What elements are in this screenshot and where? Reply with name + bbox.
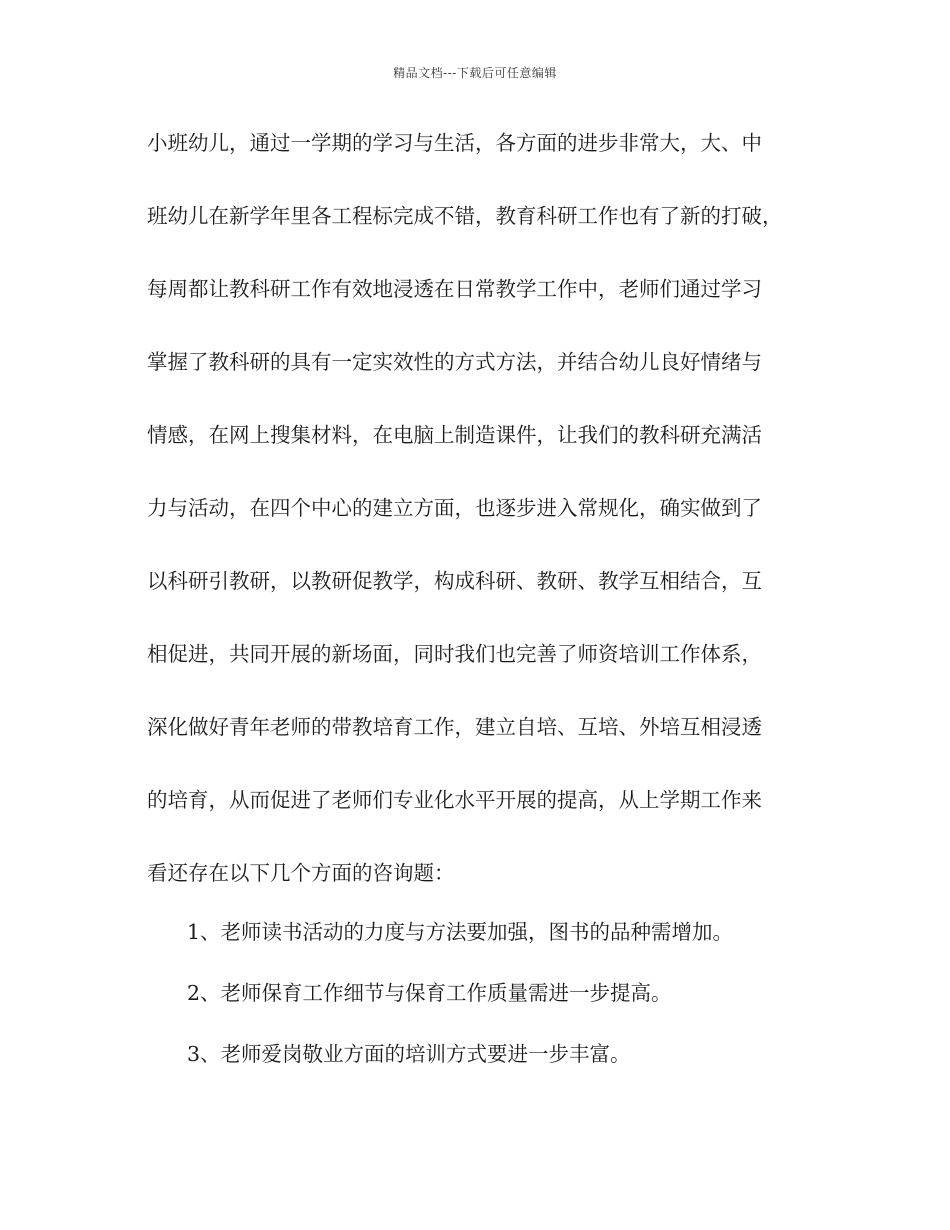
list-item: 3、老师爱岗敬业方面的培训方式要进一步丰富。 bbox=[187, 1042, 631, 1066]
page-header: 精品文档---下载后可任意编辑 bbox=[393, 66, 557, 80]
paragraph-line: 看还存在以下几个方面的咨询题： bbox=[147, 861, 455, 885]
paragraph-line: 以科研引教研，以教研促教学，构成科研、教研、教学互相结合，互 bbox=[147, 569, 762, 593]
paragraph-line: 掌握了教科研的具有一定实效性的方式方法，并结合幼儿良好情绪与 bbox=[147, 350, 762, 374]
paragraph-line: 情感，在网上搜集材料，在电脑上制造课件，让我们的教科研充满活 bbox=[147, 423, 762, 447]
list-item: 2、老师保育工作细节与保育工作质量需进一步提高。 bbox=[187, 981, 672, 1005]
paragraph-line: 深化做好青年老师的带教培育工作，建立自培、互培、外培互相浸透 bbox=[147, 715, 762, 739]
paragraph-line: 小班幼儿，通过一学期的学习与生活，各方面的进步非常大，大、中 bbox=[147, 131, 762, 155]
paragraph-line: 相促进，共同开展的新场面，同时我们也完善了师资培训工作体系， bbox=[147, 642, 762, 666]
paragraph-line: 每周都让教科研工作有效地浸透在日常教学工作中，老师们通过学习 bbox=[147, 277, 762, 301]
paragraph-line: 力与活动，在四个中心的建立方面，也逐步进入常规化，确实做到了 bbox=[147, 496, 762, 520]
paragraph-line: 的培育，从而促进了老师们专业化水平开展的提高，从上学期工作来 bbox=[147, 788, 762, 812]
paragraph-line: 班幼儿在新学年里各工程标完成不错，教育科研工作也有了新的打破， bbox=[147, 204, 783, 228]
list-item: 1、老师读书活动的力度与方法要加强，图书的品种需增加。 bbox=[187, 920, 734, 944]
